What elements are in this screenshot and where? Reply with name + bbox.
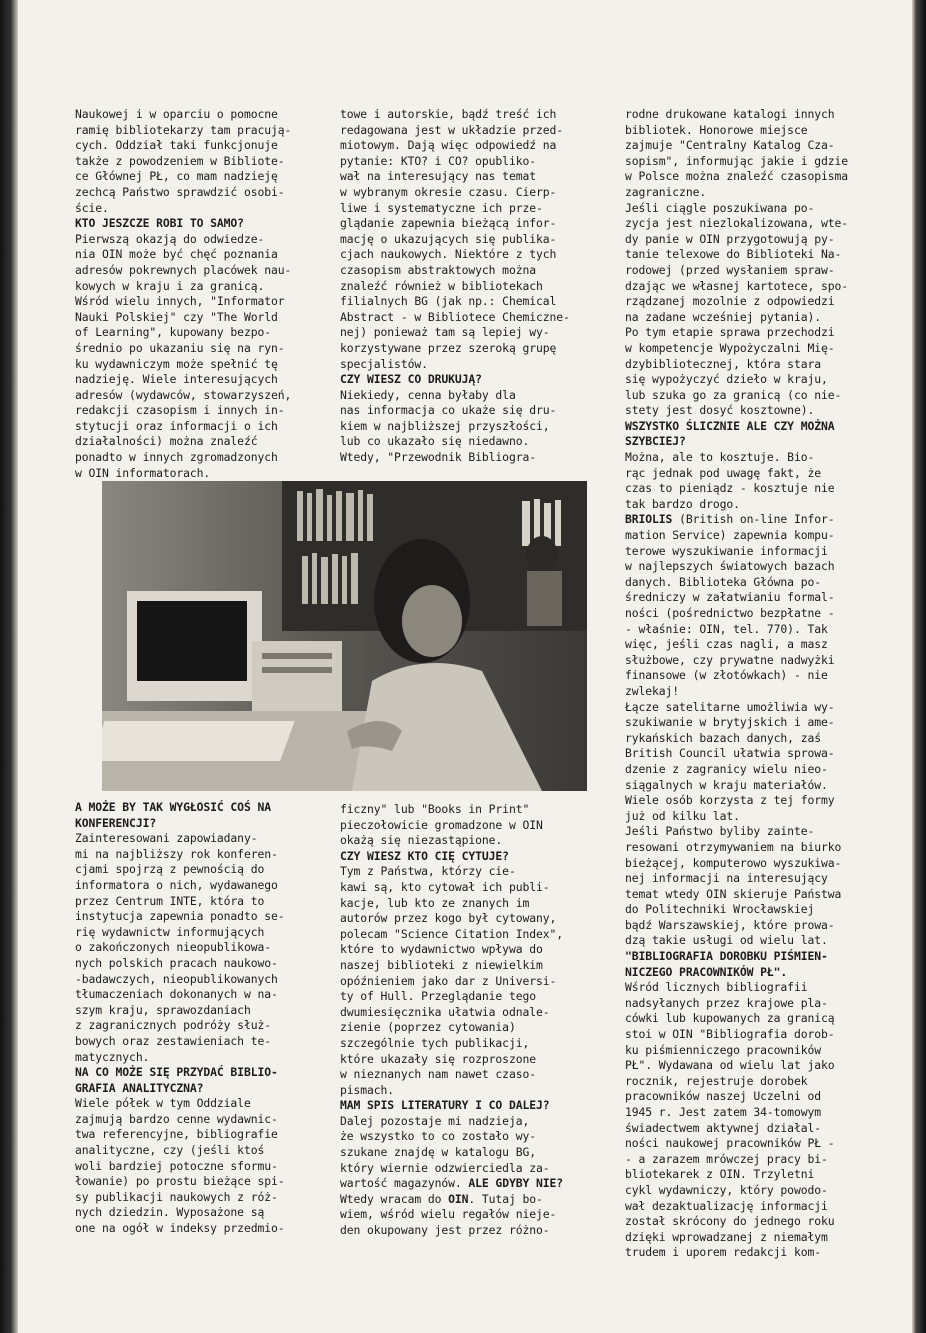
paragraph: Wiele półek w tym Oddziale zajmują bardzo cenne wydawnic- twa referencyjne, bibliografie analityczne, czy (jeśli ktoś woli bardziej potoczne sformu- łowanie) po prostu bieżące spi- sy publikacji naukowych z róż- nych dziedzin. Wyposażone są one na ogół w indeksy przedmio- <box>75 1096 285 1236</box>
paragraph: Jeśli ciągle poszukiwana po- zycja jest niezlokalizowana, wte- dy panie w OIN przygotowują py- tanie telexowe do Biblioteki Na- rodowej (przed wysłaniem spraw- dzając we własnej kartotece, spo- rządzanej mozolnie z odpowiedzi na zadane wcześniej pytania). Po tym etapie sprawa przechodzi w kompetencje Wypożyczalni Mię- dzybibliotecznej, która stara się wypożyczyć dzieło w kraju, lub szuka go za granicą (co nie- stety jest dosyć kosztowne). <box>625 200 849 418</box>
column-right <box>625 107 880 1261</box>
column-left-top <box>75 107 325 481</box>
section-heading: A MOŻE BY TAK WYGŁOSIĆ COŚ NA KONFERENCJI? <box>75 800 271 830</box>
column-left-bottom <box>75 800 325 1237</box>
section-heading: CZY WIESZ KTO CIĘ CYTUJE? <box>340 848 509 863</box>
paragraph: Tym z Państwa, którzy cie- kawi są, kto cytował ich publi- kacje, lub kto ze znanych im autorów przez kogo był cytowany, polecam "Science Citation Index", które to wydawnictwo wpływa do naszej biblioteki z niewielkim opóźnieniem jako dar z Universi- ty of Hull. Przeglądanie tego dwumiesięcznika ułatwia odnale- zienie (poprzez cytowania) szczególnie tych publikacji, które ukazały się rozproszone w nieznanych nam nawet czaso- pismach. <box>340 864 564 1097</box>
section-heading: KTO JESZCZE ROBI TO SAMO? <box>75 216 244 231</box>
section-heading: NA CO MOŻE SIĘ PRZYDAĆ BIBLIO- GRAFIA ANALITYCZNA? <box>75 1065 278 1095</box>
paragraph-text: Wtedy wracam do <box>340 1191 442 1206</box>
paragraph: Jeśli Państwo byliby zainte- resowani otrzymywaniem na biurko bieżącej, komputerowo wyszukiwa- nej informacji na interesujący temat wtedy OIN skieruje Państwa do Politechniki Wrocławskiej bądź Warszawskiej, które prowa- dzą takie usługi od wielu lat. <box>625 824 842 948</box>
paragraph-text: (British on-line Infor- mation Service) zapewnia kompu- terowe wyszukiwanie informacji w najlepszych światowych bazach danych. Biblioteka Główna po- średniczy w załatwianiu formal- ności (pośrednictwo bezpłatne - - właśnie: OIN, tel. 770). Tak więc, jeśli czas nagli, a masz służbowe, czy prywatne nadwyżki finansowe (w złotówkach) - nie zwlekaj! Łącze satelitarne umożliwia wy- szukiwanie w brytyjskich i ame- rykańskich bazach danych, zaś British Council ułatwia sprowa- dzenie z zagranicy wielu nieo- siągalnych w kraju materiałów. Wiele osób korzysta z tej formy już od kilku lat. <box>625 512 835 823</box>
paragraph: ficzny" lub "Books in Print" pieczołowicie gromadzone w OIN okażą się niezastąpione. <box>340 802 543 848</box>
paragraph: Niekiedy, cenna byłaby dla nas informacja co ukaże się dru- kiem w najbliższej przyszłości, lub co ukazało się niedawno. Wtedy, "Przewodnik Bibliogra- <box>340 387 557 465</box>
paragraph: Zainteresowani zapowiadany- mi na najbliższy rok konferen- cjami spojrzą z pewnością do informatora o nich, wydawanego przez Centrum INTE, która to instytucja zapewnia ponadto se- rię wydawnictw informujących o zakończonych nieopublikowa- nych polskich pracach naukowo- -badawczych, nieopublikowanych tłumaczeniach dokonanych w na- szym kraju, sprawozdaniach z zagranicznych podróży służ- bowych oraz zestawieniach te- matycznych. <box>75 831 285 1064</box>
paragraph-text: Dalej pozostaje mi nadzieja, że wszystko to co zostało wy- szukane znajdę w katalogu BG, który wiernie odzwierciedla za- wartość magazynów. <box>340 1113 550 1191</box>
photo-illustration <box>102 481 587 791</box>
paragraph: Naukowej i w oparciu o pomocne ramię bibliotekarzy tam pracują- cych. Oddział taki funkcjonuje także z powodzeniem w Bibliote- ce Głównej PŁ, co mam nadzieję zechcą Państwo sprawdzić osobi- ście. <box>75 107 292 215</box>
scan-edge-right <box>912 0 926 1333</box>
paragraph: Pierwszą okazją do odwiedze- nia OIN może być chęć poznania adresów pokrewnych placówek nau- kowych w kraju i za granicą. Wśród wielu innych, "Informator Nauki Polskiej" czy "The World of Learning", kupowany bezpo- średnio po ukazaniu się na ryn- ku wydawniczym może spełnić tę nadzieję. Wiele interesujących adresów (wydawców, stowarzyszeń, redakcji czasopism i innych in- stytucji oraz informacji o ich działalności) można znaleźć ponadto w innych zgromadzonych w OIN informatorach. <box>75 231 292 480</box>
section-heading: MAM SPIS LITERATURY I CO DALEJ? <box>340 1098 550 1113</box>
paragraph: rodne drukowane katalogi innych bibliotek. Honorowe miejsce zajmuje "Centralny Katalog Cza- sopism", informując jakie i gdzie w Polsce można znaleźć czasopisma zagraniczne. <box>625 107 849 199</box>
scan-edge-left <box>0 0 18 1333</box>
section-heading: WSZYSTKO ŚLICZNIE ALE CZY MOŻNA SZYBCIEJ? <box>625 418 835 449</box>
inline-heading: BRIOLIS <box>625 512 673 527</box>
paragraph: Można, ale to kosztuje. Bio- rąc jednak pod uwagę fakt, że czas to pieniądz - kosztuje nie tak bardzo drogo. <box>625 450 835 511</box>
paragraph: Wśród licznych bibliografii nadsyłanych przez krajowe pla- cówki lub kupowanych za granicą stoi w OIN "Bibliografia dorob- ku piśmienniczego pracowników PŁ". Wydawana od wielu lat jako rocznik, rejestruje dorobek pracowników naszej Uczelni od 1945 r. Jest zatem 34-tomowym świadectwem aktywnej działal- ności naukowej pracowników PŁ - - a zarazem mrówczej pracy bi- bliotekarek z OIN. Trzyletni cykl wydawniczy, który powodo- wał dezaktualizację informacji został skrócony do jednego roku dzięki wprowadzanej z niemałym trudem i uporem redakcji kom- <box>625 980 835 1260</box>
column-middle-bottom <box>340 802 595 1239</box>
paragraph-text: . Tutaj bo- wiem, wśród wielu regałów nieje- den okupowany jest przez różno- <box>340 1191 557 1238</box>
inline-heading: ALE GDYBY NIE? <box>468 1176 564 1191</box>
inline-emphasis: OIN <box>448 1191 469 1206</box>
section-heading: "BIBLIOGRAFIA DOROBKU PIŚMIEN- NICZEGO PRACOWNIKÓW PŁ". <box>625 949 828 979</box>
paragraph: towe i autorskie, bądź treść ich redagowana jest w układzie przed- miotowym. Dają więc odpowiedź na pytanie: KTO? i CO? opubliko- wał na interesujący nas temat w wybranym okresie czasu. Cierp- liwe i systematyczne ich prze- glądanie zapewnia bieżącą infor- mację o ukazujących się publika- cjach naukowych. Niektóre z tych czasopism abstraktowych można znaleźć również w bibliotekach filialnych BG (jak np.: Chemical Abstract - w Bibliotece Chemiczne- nej) ponieważ tam są lepiej wy- korzystywane przez szeroką grupę specjalistów. <box>340 107 570 371</box>
photo-computer-workstation <box>102 481 587 791</box>
section-heading: CZY WIESZ CO DRUKUJĄ? <box>340 372 482 387</box>
column-middle-top <box>340 107 595 466</box>
